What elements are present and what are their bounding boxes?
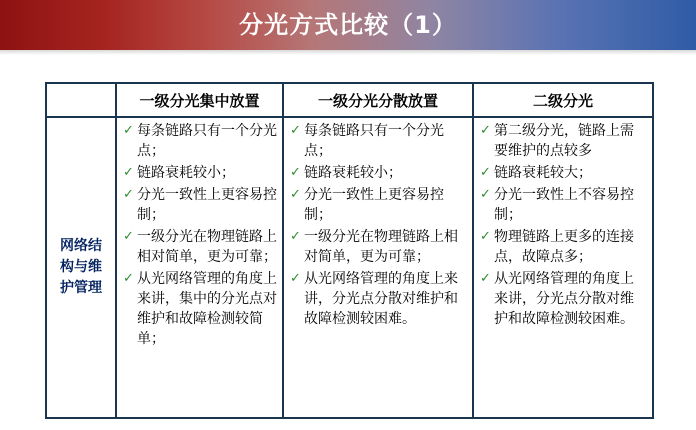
row-label	[46, 117, 116, 418]
header-central-one-level: 一级分光集中放置	[116, 83, 283, 117]
row-label-line: 网络结	[60, 238, 102, 254]
list-item-text: 从光网络管理的角度上来讲，分光点分散对维护和故障检测较困难。	[304, 271, 458, 327]
check-icon: ✓	[290, 165, 301, 180]
list-item-text: 分光一致性上更容易控制；	[137, 187, 277, 223]
cell-two-level	[473, 117, 653, 418]
bullet-list	[123, 121, 278, 349]
bullet-list	[480, 121, 640, 329]
check-icon: ✓	[480, 123, 491, 138]
list-item	[123, 227, 278, 267]
check-icon: ✓	[123, 229, 134, 244]
list-item	[290, 269, 460, 329]
list-item-text: 一级分光在物理链路上相对简单，更为可靠；	[304, 229, 458, 265]
list-item-text: 每条链路只有一个分光点；	[304, 123, 444, 159]
list-item	[123, 121, 278, 161]
list-item	[290, 227, 460, 267]
header-corner	[46, 83, 116, 117]
list-item	[123, 163, 278, 183]
list-item-text: 从光网络管理的角度上来讲，集中的分光点对维护和故障检测较简单；	[137, 271, 277, 347]
row-label-line: 构与维	[60, 259, 102, 275]
list-item-text: 物理链路上更多的连接点，故障点多；	[494, 229, 634, 265]
list-item-text: 链路衰耗较小；	[304, 165, 402, 181]
check-icon: ✓	[123, 123, 134, 138]
header-row	[46, 83, 653, 117]
check-icon: ✓	[123, 165, 134, 180]
list-item-text: 链路衰耗较小；	[137, 165, 235, 181]
list-item-text: 第二级分光，链路上需要维护的点较多	[494, 123, 634, 159]
check-icon: ✓	[480, 187, 491, 202]
list-item-text: 从光网络管理的角度上来讲，分光点分散对维护和故障检测较困难。	[494, 271, 634, 327]
check-icon: ✓	[480, 165, 491, 180]
list-item-text: 一级分光在物理链路上相对简单，更为可靠；	[137, 229, 277, 265]
list-item-text: 分光一致性上不容易控制；	[494, 187, 634, 223]
check-icon: ✓	[480, 229, 491, 244]
check-icon: ✓	[290, 123, 301, 138]
list-item	[290, 121, 460, 161]
list-item	[123, 185, 278, 225]
list-item-text: 分光一致性上更容易控制；	[304, 187, 444, 223]
list-item-text: 每条链路只有一个分光点；	[137, 123, 277, 159]
list-item	[480, 185, 640, 225]
title-shadow	[0, 50, 696, 55]
list-item	[290, 185, 460, 225]
header-two-level: 二级分光	[473, 83, 653, 117]
list-item	[480, 227, 640, 267]
list-item	[480, 121, 640, 161]
check-icon: ✓	[480, 271, 491, 286]
check-icon: ✓	[290, 271, 301, 286]
list-item	[480, 163, 640, 183]
cell-central-one-level	[116, 117, 283, 418]
check-icon: ✓	[123, 187, 134, 202]
slide-title: 分光方式比较（1）	[239, 11, 457, 39]
list-item	[123, 269, 278, 349]
list-item	[480, 269, 640, 329]
list-item	[290, 163, 460, 183]
comparison-table	[45, 82, 654, 419]
bullet-list	[290, 121, 460, 329]
row-label-line: 护管理	[60, 280, 102, 296]
list-item-text: 链路衰耗较大；	[494, 165, 592, 181]
table-row	[46, 117, 653, 418]
header-distributed-one-level: 一级分光分散放置	[283, 83, 473, 117]
cell-distributed-one-level	[283, 117, 473, 418]
check-icon: ✓	[290, 229, 301, 244]
check-icon: ✓	[123, 271, 134, 286]
check-icon: ✓	[290, 187, 301, 202]
